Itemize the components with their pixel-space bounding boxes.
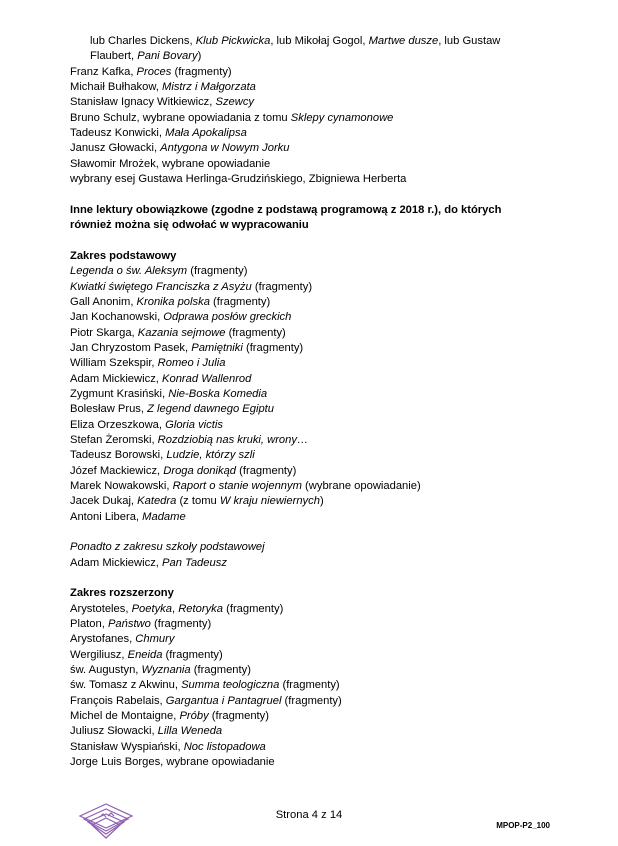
text-segment: Tadeusz Borowski, <box>70 449 167 462</box>
text-segment: Jan Kochanowski, <box>70 311 164 324</box>
work-title: Konrad Wallenrod <box>162 372 252 385</box>
text-segment: Flaubert, <box>90 50 138 63</box>
work-title: Mała Apokalipsa <box>165 127 247 140</box>
text-segment: Adam Mickiewicz, <box>70 556 163 569</box>
text-segment: Michel de Montaigne, <box>70 710 180 723</box>
work-title: Antygona w Nowym Jorku <box>160 142 290 155</box>
work-title: Legenda o św. Aleksym <box>70 265 188 278</box>
text-segment: , <box>172 602 179 615</box>
text-segment: (fragmenty) <box>190 664 251 677</box>
list-item <box>70 310 550 325</box>
page-content <box>70 34 550 771</box>
work-title: Próby <box>179 710 209 723</box>
text-segment: (fragmenty) <box>236 464 297 477</box>
work-title: Z legend dawnego Egiptu <box>147 403 274 416</box>
work-title: Chmury <box>135 633 175 646</box>
text-segment: Janusz Głowacki, <box>70 142 161 155</box>
text-segment: (wybrane opowiadanie) <box>301 479 421 492</box>
text-segment: Tadeusz Konwicki, <box>70 127 166 140</box>
basic-scope-heading: Zakres podstawowy <box>70 249 177 262</box>
list-item <box>70 280 550 295</box>
page-footer <box>0 800 618 846</box>
cke-logo-icon <box>78 802 134 840</box>
list-item <box>70 356 550 371</box>
page-number: Strona 4 z 14 <box>275 809 343 821</box>
work-title: Odprawa posłów greckich <box>163 311 292 324</box>
work-title: Romeo i Julia <box>157 357 226 370</box>
list-item <box>70 648 550 663</box>
text-segment: Arystofanes, <box>70 633 136 646</box>
list-item <box>70 326 550 341</box>
extended-scope-list <box>70 602 550 771</box>
work-title: Retoryka <box>178 602 223 615</box>
list-item <box>70 80 550 95</box>
list-item <box>70 433 550 448</box>
text-segment: Bolesław Prus, <box>70 403 148 416</box>
list-item <box>70 663 550 678</box>
section-heading <box>70 203 550 234</box>
list-item <box>70 157 550 172</box>
reading-list-continued <box>70 34 550 187</box>
list-item <box>70 295 550 310</box>
work-title: Klub Pickwicka <box>195 35 271 47</box>
list-item <box>70 556 550 571</box>
list-item <box>70 95 550 110</box>
text-segment: Wergiliusz, <box>70 648 128 661</box>
list-item <box>70 141 550 156</box>
work-title: Pan Tadeusz <box>162 556 227 569</box>
list-item <box>70 264 550 279</box>
text-segment: Arystoteles, <box>70 602 132 615</box>
list-item <box>70 602 550 617</box>
list-item <box>70 402 550 417</box>
text-segment: Antoni Libera, <box>70 510 143 523</box>
section-heading-line: również można się odwołać w wypracowaniu <box>70 219 309 232</box>
text-segment: (fragmenty) <box>208 710 269 723</box>
work-title: Ludzie, którzy szli <box>166 449 255 462</box>
list-item <box>70 341 550 356</box>
list-item <box>70 494 550 509</box>
list-item <box>70 678 550 693</box>
work-title: Pamiętniki <box>191 341 243 354</box>
list-item <box>70 49 550 64</box>
list-item <box>70 617 550 632</box>
text-segment: (z tomu <box>176 495 220 508</box>
work-title: Martwe dusze <box>368 35 439 47</box>
text-segment: , lub Gustaw <box>438 35 501 47</box>
work-title: Kazania sejmowe <box>137 326 226 339</box>
work-title: Poetyka <box>131 602 172 615</box>
work-title: Gloria victis <box>165 418 223 431</box>
text-segment: Gall Anonim, <box>70 295 137 308</box>
text-segment: (fragmenty) <box>209 295 271 308</box>
list-item <box>70 172 550 187</box>
list-item <box>70 479 550 494</box>
list-item <box>70 510 550 525</box>
work-title: Nie-Boska Komedia <box>168 387 268 400</box>
work-title: Proces <box>136 65 172 78</box>
text-segment: ) <box>197 50 202 63</box>
list-item <box>70 724 550 739</box>
list-item <box>70 126 550 141</box>
text-segment: Marek Nowakowski, <box>70 479 173 492</box>
work-title: Katedra <box>137 495 177 508</box>
text-segment: Juliusz Słowacki, <box>70 725 158 738</box>
text-segment: (fragmenty) <box>242 341 304 354</box>
text-segment: Platon, <box>70 618 108 631</box>
text-segment: Adam Mickiewicz, <box>70 372 163 385</box>
list-item <box>70 740 550 755</box>
list-item <box>70 111 550 126</box>
text-segment: Eliza Orzeszkowa, <box>70 418 166 431</box>
list-item <box>70 418 550 433</box>
text-segment: (fragmenty) <box>162 648 223 661</box>
section-heading-line: Inne lektury obowiązkowe (zgodne z podstawą programową z 2018 r.), do których <box>70 203 502 216</box>
exam-code: MPOP-P2_100 <box>496 821 550 830</box>
work-title: Lilla Weneda <box>157 725 223 738</box>
text-segment: Stefan Żeromski, <box>70 433 158 446</box>
work-title: W kraju niewiernych <box>219 495 320 508</box>
text-segment: Jorge Luis Borges, wybrane opowiadanie <box>70 756 275 769</box>
work-title: Kronika polska <box>136 295 210 308</box>
text-segment: Sławomir Mrożek, wybrane opowiadanie <box>70 157 271 170</box>
work-title: Summa teologiczna <box>181 679 280 692</box>
list-item <box>70 709 550 724</box>
work-title: Raport o stanie wojennym <box>172 479 302 492</box>
text-segment: (fragmenty) <box>150 618 212 631</box>
work-title: Eneida <box>127 648 163 661</box>
text-segment: William Szekspir, <box>70 357 158 370</box>
text-segment: Stanisław Ignacy Witkiewicz, <box>70 96 216 109</box>
text-segment: ) <box>319 495 324 508</box>
list-item <box>70 755 550 770</box>
text-segment: Stanisław Wyspiański, <box>70 740 184 753</box>
work-title: Gargantua i Pantagruel <box>165 694 282 707</box>
work-title: Droga donikąd <box>163 464 237 477</box>
text-segment: (fragmenty) <box>279 679 340 692</box>
list-item <box>70 34 550 49</box>
text-segment: św. Augustyn, <box>70 664 142 677</box>
text-segment: (fragmenty) <box>251 280 313 293</box>
work-title: Mistrz i Małgorzata <box>162 81 256 94</box>
work-title: Rozdziobią nas kruki, wrony… <box>157 433 309 446</box>
list-item <box>70 372 550 387</box>
work-title: Szewcy <box>215 96 255 109</box>
text-segment: , lub Mikołaj Gogol, <box>270 35 369 47</box>
text-segment: wybrany esej Gustawa Herlinga-Grudzińskiego, Zbigniewa Herberta <box>70 173 407 186</box>
work-title: Sklepy cynamonowe <box>290 111 394 124</box>
primary-school-list <box>70 556 550 571</box>
text-segment: Zygmunt Krasiński, <box>70 387 169 400</box>
list-item <box>70 694 550 709</box>
work-title: Kwiatki świętego Franciszka z Asyżu <box>70 280 252 293</box>
text-segment: Michaił Bułhakow, <box>70 81 163 94</box>
text-segment: św. Tomasz z Akwinu, <box>70 679 182 692</box>
work-title: Noc listopadowa <box>183 740 266 753</box>
text-segment: Piotr Skarga, <box>70 326 138 339</box>
list-item <box>70 632 550 647</box>
text-segment: Józef Mackiewicz, <box>70 464 164 477</box>
list-item <box>70 464 550 479</box>
list-item <box>70 65 550 80</box>
work-title: Wyznania <box>141 664 191 677</box>
text-segment: (fragmenty) <box>187 265 248 278</box>
work-title: Państwo <box>107 618 151 631</box>
text-segment: Bruno Schulz, wybrane opowiadania z tomu <box>70 111 291 124</box>
text-segment: (fragmenty) <box>281 694 342 707</box>
text-segment: (fragmenty) <box>171 65 232 78</box>
text-segment: (fragmenty) <box>225 326 286 339</box>
work-title: Pani Bovary <box>137 50 198 63</box>
text-segment: François Rabelais, <box>70 694 166 707</box>
list-item <box>70 387 550 402</box>
text-segment: Franz Kafka, <box>70 65 137 78</box>
text-segment: (fragmenty) <box>223 602 284 615</box>
basic-scope-list <box>70 264 550 525</box>
list-item <box>70 448 550 463</box>
text-segment: Jan Chryzostom Pasek, <box>70 341 192 354</box>
work-title: Madame <box>142 510 186 523</box>
extended-scope-heading: Zakres rozszerzony <box>70 587 174 600</box>
text-segment: lub Charles Dickens, <box>90 35 196 47</box>
text-segment: Jacek Dukaj, <box>70 495 138 508</box>
primary-school-heading: Ponadto z zakresu szkoły podstawowej <box>70 541 265 554</box>
